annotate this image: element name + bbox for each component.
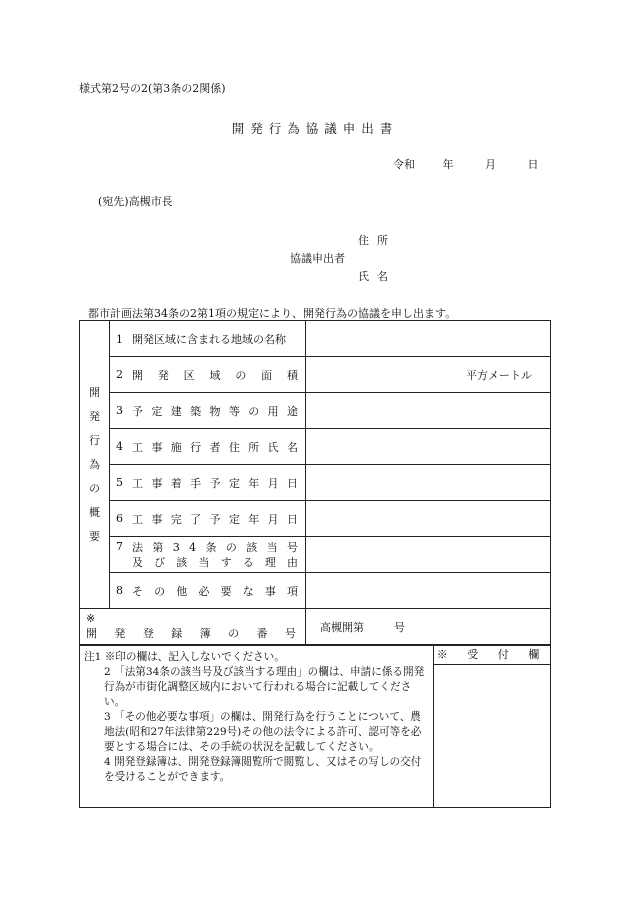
note-1: 注1 ※印の欄は、記入しないでください。	[84, 651, 285, 663]
item-value-8[interactable]	[306, 573, 551, 609]
intro-statement: 都市計画法第34条の2第1項の規定により、開発行為の協議を申し出ます。	[88, 307, 457, 320]
item-label-2: 2 開 発 区 域 の 面 積	[110, 357, 306, 393]
development-summary-table	[79, 320, 551, 645]
notes-table	[79, 645, 551, 808]
date-year: 年	[442, 158, 454, 171]
document-title: 開発行為協議申出書	[231, 121, 399, 136]
item-label-4: 4 工 事 施 行 者 住 所 氏 名	[110, 429, 306, 465]
item-label-3: 3 予 定 建 築 物 等 の 用 途	[110, 393, 306, 429]
notes-section	[80, 646, 434, 808]
item-value-1[interactable]	[306, 321, 551, 357]
item-label-1: 1 開発区域に含まれる地域の名称	[110, 321, 306, 357]
address-label: 住所	[358, 234, 396, 247]
form-number: 様式第2号の2(第3条の2関係)	[79, 82, 226, 95]
addressee: (宛先)高槻市長	[98, 195, 173, 208]
item-value-6[interactable]	[306, 501, 551, 537]
item-value-5[interactable]	[306, 465, 551, 501]
date-day: 日	[527, 158, 539, 171]
item-value-7[interactable]	[306, 537, 551, 573]
date-month: 月	[485, 158, 496, 171]
note-3: 3 「その他必要な事項」の欄は、開発行為を行うことについて、農地法(昭和27年法律第229号)その他の法令による許可、認可等を必要とする場合には、その手続の状況を記載してください。	[104, 711, 422, 753]
receipt-box[interactable]	[434, 646, 551, 808]
registration-number-value[interactable]: 高槻開第 号	[306, 609, 551, 645]
date-line	[393, 156, 539, 172]
item-value-2[interactable]: 平方メートル	[306, 357, 551, 393]
receipt-label: ※ 受 付 欄	[434, 646, 550, 665]
item-value-3[interactable]	[306, 393, 551, 429]
item-label-7: 7 法 第 3 4 条 の 該 当 号 及 び 該 当 す る 理 由	[110, 537, 306, 573]
item-label-8: 8 そ の 他 必 要 な 事 項	[110, 573, 306, 609]
name-label: 氏名	[358, 270, 396, 283]
applicant-label: 協議申出者	[290, 252, 345, 265]
side-label: 開 発 行 為 の 概 要	[80, 321, 110, 609]
registration-number-label: ※ 開 発 登 録 簿 の 番 号	[80, 609, 306, 645]
date-era: 令和	[393, 158, 415, 171]
item-value-4[interactable]	[306, 429, 551, 465]
item-label-6: 6 工 事 完 了 予 定 年 月 日	[110, 501, 306, 537]
item-label-5: 5 工 事 着 手 予 定 年 月 日	[110, 465, 306, 501]
note-2: 2 「法第34条の該当号及び該当する理由」の欄は、申請に係る開発行為が市街化調整区域内において行われる場合に記載してください。	[104, 666, 425, 708]
note-4: 4 開発登録簿は、開発登録簿閲覧所で閲覧し、又はその写しの交付を受けることができます。	[104, 756, 422, 783]
